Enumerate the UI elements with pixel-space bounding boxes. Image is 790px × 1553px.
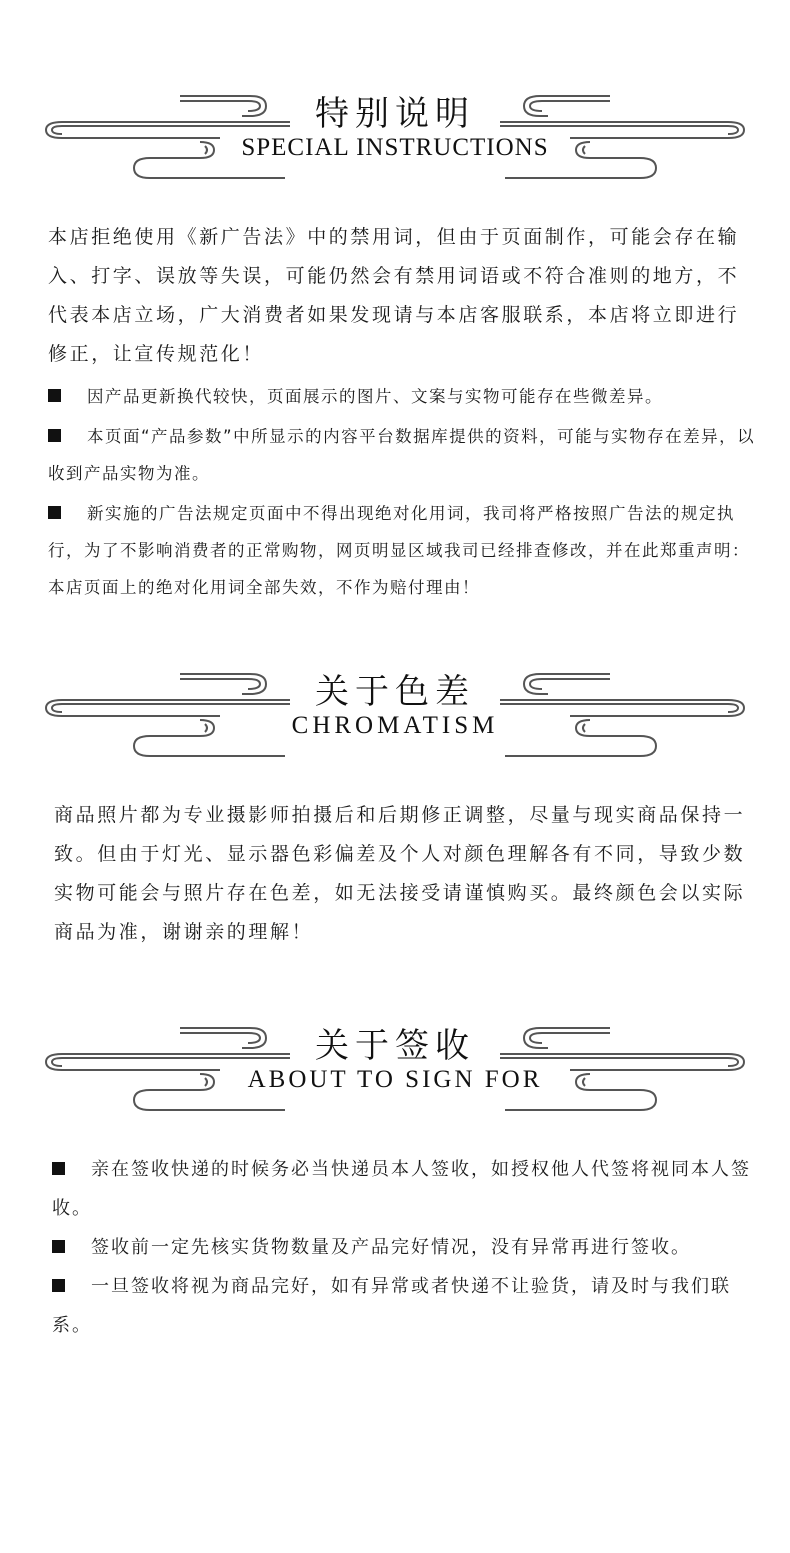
square-bullet-icon: [48, 506, 61, 519]
section-title-cn: 关于色差: [315, 672, 475, 712]
section-header: [0, 660, 790, 770]
list-item: 本页面“产品参数”中所显示的内容平台数据库提供的资料，可能与实物存在差异，以收到产品实物为准。: [48, 427, 756, 483]
section-title-en: ABOUT TO SIGN FOR: [247, 1066, 543, 1093]
list-item: 签收前一定先核实货物数量及产品完好情况，没有异常再进行签收。: [52, 1228, 766, 1267]
square-bullet-icon: [52, 1162, 65, 1175]
special-instructions-bullets: [48, 378, 756, 606]
section-header: [0, 1014, 790, 1124]
square-bullet-icon: [52, 1240, 65, 1253]
special-instructions-section: [0, 82, 790, 192]
section-header: [0, 82, 790, 192]
section-title-cn: 关于签收: [315, 1026, 475, 1066]
chromatism-section: [0, 660, 790, 770]
square-bullet-icon: [48, 429, 61, 442]
section-title-en: SPECIAL INSTRUCTIONS: [241, 134, 549, 161]
list-item: 亲在签收快递的时候务必当快递员本人签收，如授权他人代签将视同本人签收。: [52, 1159, 751, 1219]
chromatism-text: 商品照片都为专业摄影师拍摄后和后期修正调整，尽量与现实商品保持一致。但由于灯光、显示器色彩偏差及个人对颜色理解各有不同，导致少数实物可能会与照片存在色差，如无法接受请谨慎购买。最终颜色会以实际商品为准，谢谢亲的理解！: [54, 804, 746, 943]
square-bullet-icon: [48, 389, 61, 402]
list-item: 因产品更新换代较快，页面展示的图片、文案与实物可能存在些微差异。: [48, 378, 756, 415]
sign-for-bullets: [52, 1150, 766, 1345]
special-instructions-intro: 本店拒绝使用《新广告法》中的禁用词，但由于页面制作，可能会存在输入、打字、误放等失误，可能仍然会有禁用词语或不符合准则的地方，不代表本店立场，广大消费者如果发现请与本店客服联系，本店将立即进行修正，让宣传规范化！: [48, 226, 740, 365]
section-title-en: CHROMATISM: [291, 712, 499, 739]
sign-for-section: [0, 1014, 790, 1124]
square-bullet-icon: [52, 1279, 65, 1292]
section-title-cn: 特别说明: [315, 94, 475, 134]
list-item: 新实施的广告法规定页面中不得出现绝对化用词，我司将严格按照广告法的规定执行，为了不影响消费者的正常购物，网页明显区域我司已经排查修改，并在此郑重声明：本店页面上的绝对化用词全部失效，不作为赔付理由！: [48, 504, 750, 597]
list-item: 一旦签收将视为商品完好，如有异常或者快递不让验货，请及时与我们联系。: [52, 1276, 731, 1336]
